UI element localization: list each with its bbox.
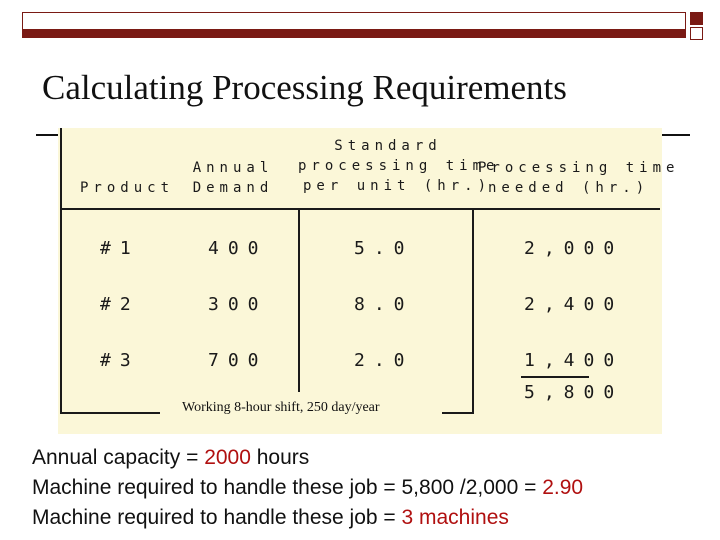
row3-demand: 700: [208, 350, 268, 371]
capacity-value: 2000: [204, 446, 251, 469]
header-std-line3: per unit (hr.): [303, 178, 492, 194]
header-bar-outline: [22, 12, 686, 30]
header-demand-line2: Demand: [192, 180, 274, 196]
capacity-unit: hours: [250, 446, 310, 469]
summary-line-machines: [32, 504, 509, 532]
header-std-line2: processing time: [298, 158, 500, 174]
row2-demand: 300: [208, 294, 268, 315]
processing-table: [58, 128, 680, 434]
empty-square-icon: [690, 27, 703, 40]
row1-demand: 400: [208, 238, 268, 259]
shift-note: Working 8-hour shift, 250 day/year: [182, 400, 380, 415]
total-underline: [521, 376, 589, 378]
header-divider: [60, 208, 660, 210]
row1-std-time: 5.0: [354, 238, 414, 259]
header-bar-fill: [22, 30, 686, 38]
filled-square-icon: [690, 12, 703, 25]
table-bottom-border-left: [60, 412, 160, 414]
summary-line-ratio: [32, 474, 583, 502]
total-needed: 5,800: [524, 382, 624, 403]
header-std-line1: Standard: [334, 138, 442, 154]
column-divider-2: [472, 208, 474, 414]
row1-needed: 2,000: [524, 238, 624, 259]
column-divider-1: [298, 208, 300, 392]
row1-product: #1: [100, 238, 140, 259]
header-demand-line1: Annual: [192, 160, 274, 176]
ratio-value: 2.90: [542, 476, 584, 499]
machines-label: Machine required to handle these job =: [32, 506, 402, 529]
row3-product: #3: [100, 350, 140, 371]
row2-std-time: 8.0: [354, 294, 414, 315]
header-need-line2: needed (hr.): [488, 180, 650, 196]
row3-std-time: 2.0: [354, 350, 414, 371]
title-rule-right: [660, 134, 690, 136]
row3-needed: 1,400: [524, 350, 624, 371]
row2-needed: 2,400: [524, 294, 624, 315]
summary-line-capacity: [32, 444, 309, 472]
header-product: Product: [80, 180, 175, 196]
machines-value: 3 machines: [401, 506, 509, 529]
header-need-line1: Processing time: [478, 160, 680, 176]
slide-title: Calculating Processing Requirements: [42, 68, 567, 107]
table-left-border: [60, 128, 62, 414]
table-bottom-border-right: [442, 412, 474, 414]
row2-product: #2: [100, 294, 140, 315]
ratio-label: Machine required to handle these job = 5,800 /2,000 =: [32, 476, 543, 499]
capacity-label: Annual capacity =: [32, 446, 205, 469]
